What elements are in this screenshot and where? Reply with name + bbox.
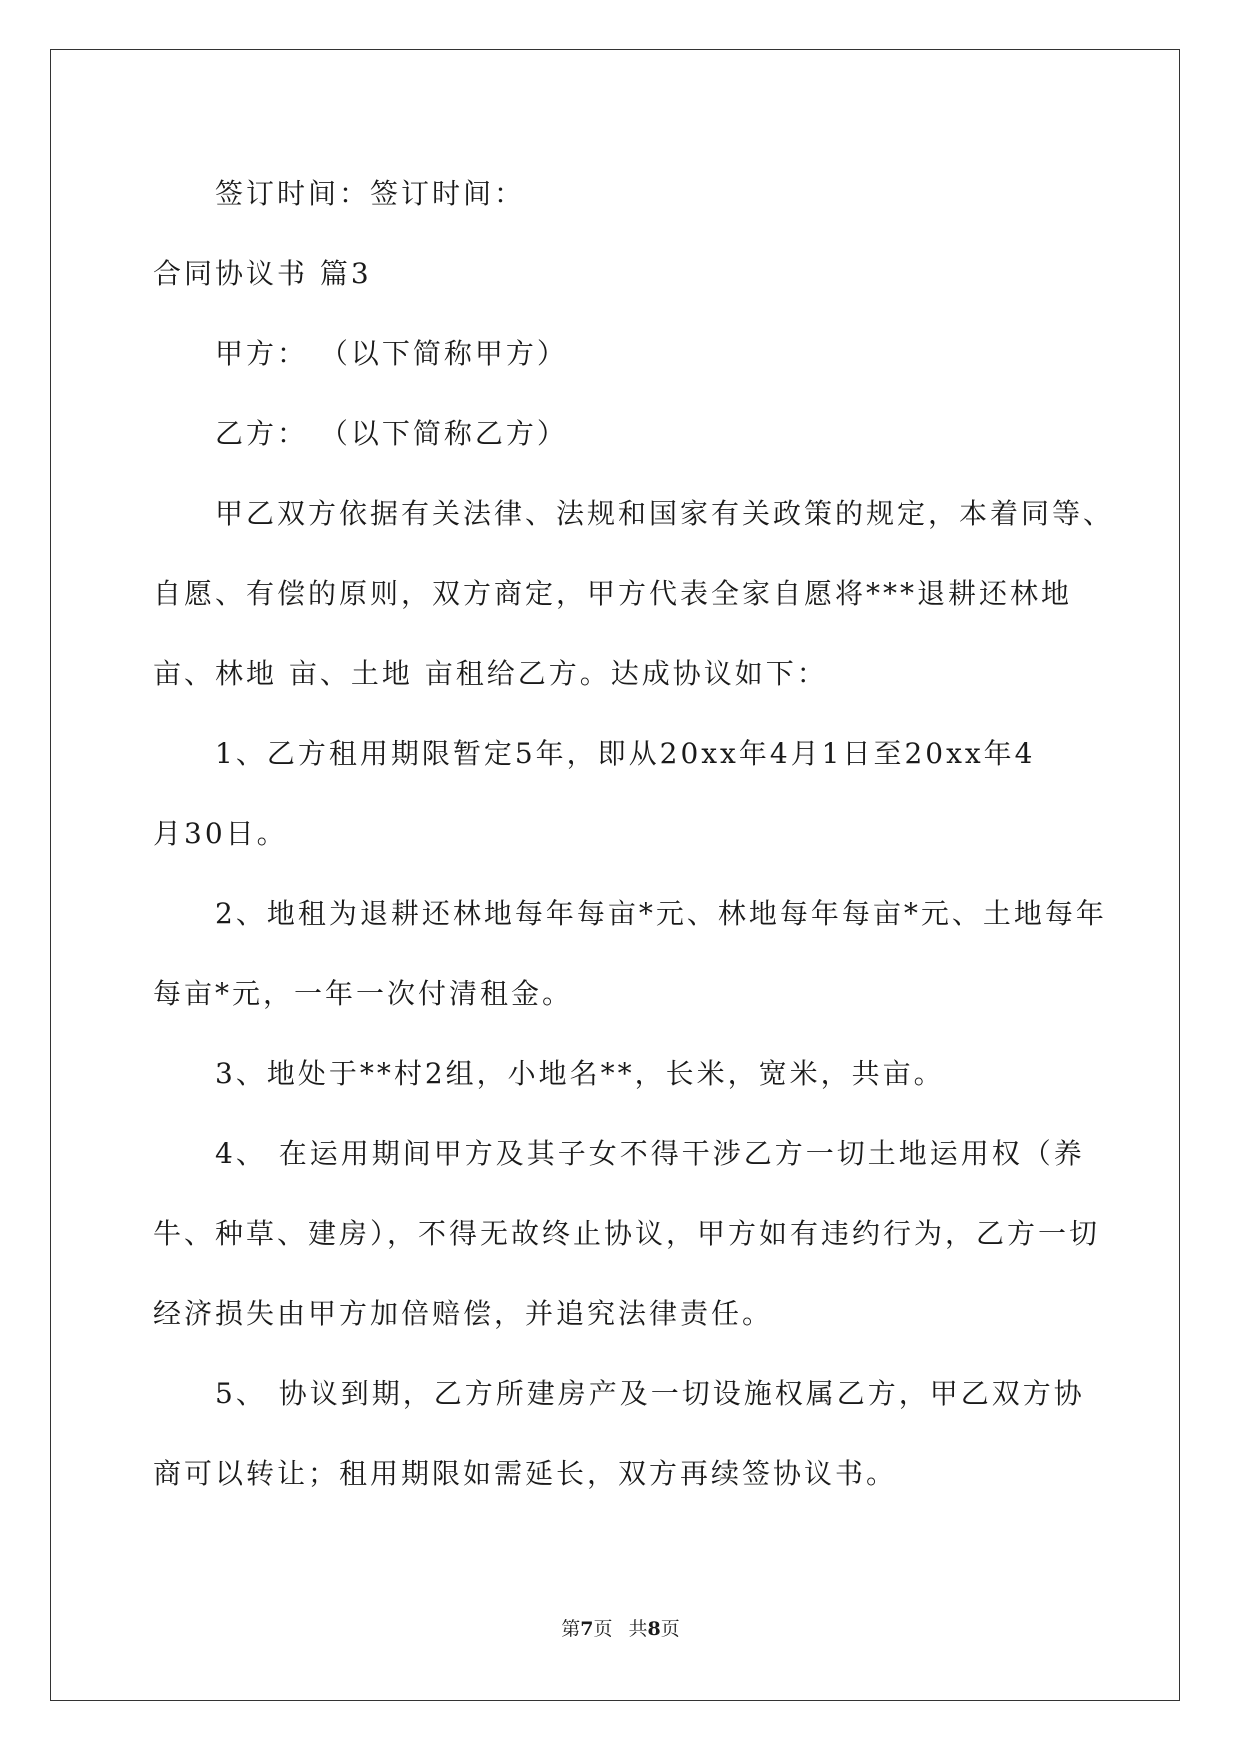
clause-4-line: 经济损失由甲方加倍赔偿，并追究法律责任。 (153, 1297, 774, 1330)
party-b-line: 乙方： （以下简称乙方） (215, 417, 568, 450)
section-heading: 合同协议书 篇3 (153, 257, 372, 290)
body-paragraph-line: 甲乙双方依据有关法律、法规和国家有关政策的规定，本着同等、 (215, 497, 1115, 530)
total-prefix: 共 (628, 1618, 648, 1640)
clause-4-line: 4、 在运用期间甲方及其子女不得干涉乙方一切土地运用权（养 (215, 1137, 1085, 1170)
signing-time-line: 签订时间：签订时间： (215, 177, 526, 210)
clause-1-line: 1、乙方租用期限暂定5年，即从20xx年4月1日至20xx年4 (215, 737, 1036, 770)
clause-2-line: 每亩*元，一年一次付清租金。 (153, 977, 574, 1010)
clause-3-line: 3、地处于**村2组，小地名**，长米，宽米，共亩。 (215, 1057, 945, 1090)
clause-5-line: 商可以转让；租用期限如需延长，双方再续签协议书。 (153, 1457, 898, 1490)
page-current: 7 (580, 1618, 594, 1640)
page-number-footer (0, 1617, 1241, 1641)
body-paragraph-line: 亩、林地 亩、土地 亩租给乙方。达成协议如下： (153, 657, 828, 690)
page-prefix: 第 (561, 1618, 581, 1640)
body-paragraph-line: 自愿、有偿的原则，双方商定，甲方代表全家自愿将***退耕还林地 (153, 577, 1073, 610)
clause-5-line: 5、 协议到期，乙方所建房产及一切设施权属乙方，甲乙双方协 (215, 1377, 1085, 1410)
clause-2-line: 2、地租为退耕还林地每年每亩*元、林地每年每亩*元、土地每年 (215, 897, 1107, 930)
total-unit: 页 (660, 1618, 680, 1640)
clause-4-line: 牛、种草、建房），不得无故终止协议，甲方如有违约行为，乙方一切 (153, 1217, 1101, 1250)
clause-1-line: 月30日。 (153, 817, 288, 850)
page-unit: 页 (593, 1618, 613, 1640)
page-total: 8 (647, 1618, 661, 1640)
party-a-line: 甲方： （以下简称甲方） (215, 337, 568, 370)
